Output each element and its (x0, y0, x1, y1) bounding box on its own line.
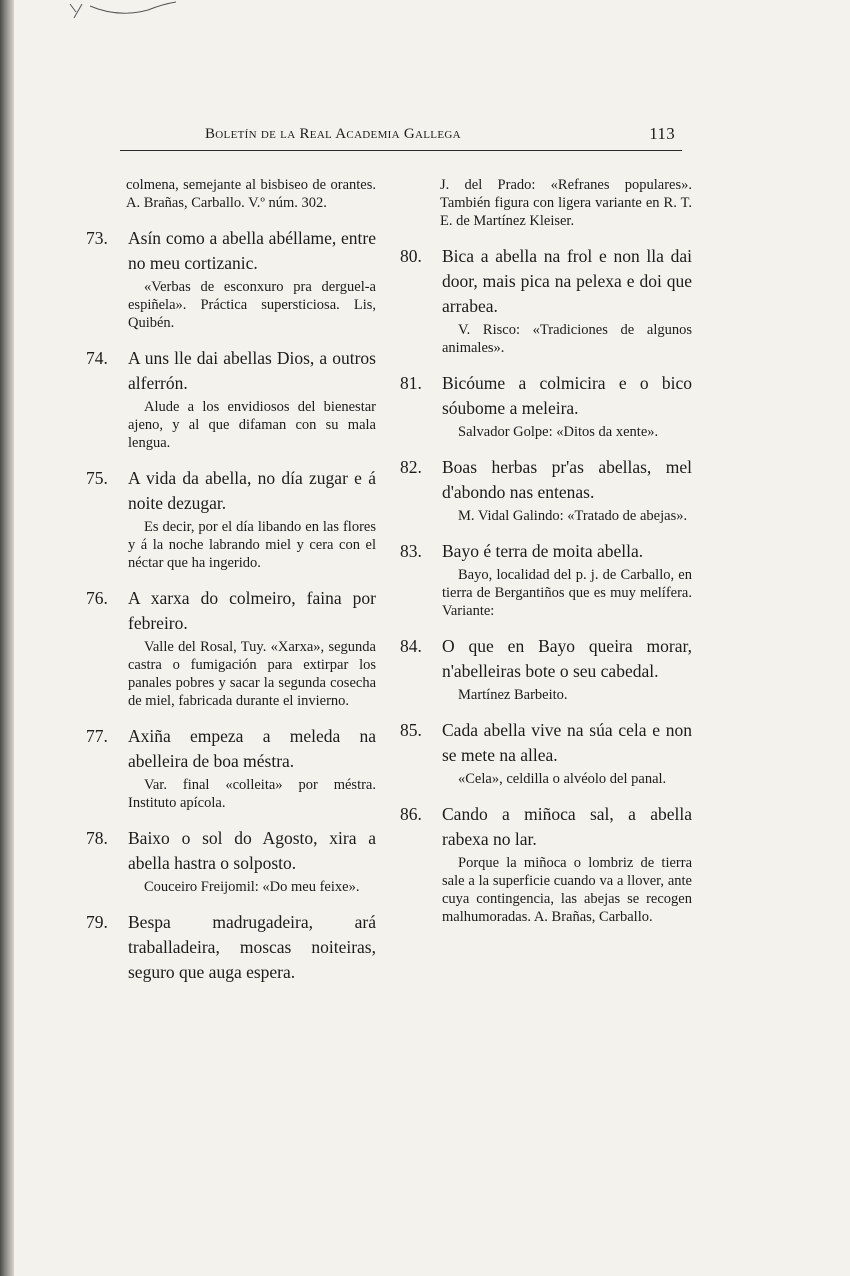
proverb-entry (84, 724, 376, 812)
proverb-text: A xarxa do colmeiro, faina por febreiro. (128, 588, 376, 633)
entry-number: 85. (400, 720, 422, 740)
proverb-note: Valle del Rosal, Tuy. «Xarxa», segunda castra o fumigación para extirpar los panales pobres y sacar la segunda cosecha de miel, fabricada durante el invierno. (128, 639, 376, 709)
proverb-note: Var. final «colleita» por méstra. Instituto apícola. (128, 777, 376, 811)
proverb-entry (398, 802, 692, 926)
proverb-note: V. Risco: «Tradiciones de algunos animales». (442, 322, 692, 356)
left-column (84, 176, 376, 999)
proverb-note: Es decir, por el día libando en las flores y á la noche labrando miel y cera con el néctar que ha ingerido. (128, 519, 376, 571)
entry-number: 79. (86, 912, 108, 932)
entry-number: 83. (400, 541, 422, 561)
entry-number: 76. (86, 588, 108, 608)
continued-note: colmena, semejante al bisbiseo de orantes. A. Brañas, Carballo. V.º núm. 302. (126, 177, 376, 211)
page-number: 113 (649, 124, 675, 143)
proverb-entry (398, 371, 692, 441)
entry-number: 75. (86, 468, 108, 488)
entry-number: 74. (86, 348, 108, 368)
continued-note: J. del Prado: «Refranes populares». También figura con ligera variante en R. T. E. de Martínez Kleiser. (440, 177, 692, 229)
entry-number: 77. (86, 726, 108, 746)
proverb-note: Alude a los envidiosos del bienestar ajeno, y al que difaman con su mala lengua. (128, 399, 376, 451)
proverb-entry (84, 586, 376, 710)
proverb-note: M. Vidal Galindo: «Tratado de abejas». (458, 508, 688, 524)
proverb-entry (398, 455, 692, 525)
page-binding-edge (0, 0, 14, 1276)
proverb-entry (84, 226, 376, 332)
proverb-text: Bayo é terra de moita abella. (442, 541, 644, 561)
proverb-text: O que en Bayo queira morar, n'abelleiras bote o seu cabedal. (442, 636, 692, 681)
entry-number: 81. (400, 373, 422, 393)
entry-number: 82. (400, 457, 422, 477)
proverb-note: Martínez Barbeito. (458, 687, 568, 703)
proverb-entry (84, 910, 376, 985)
proverb-text: Boas herbas pr'as abellas, mel d'abondo nas entenas. (442, 457, 692, 502)
proverb-note: «Cela», celdilla o alvéolo del panal. (458, 771, 667, 787)
proverb-text: A vida da abella, no día zugar e á noite dezugar. (128, 468, 376, 513)
proverb-note: Porque la miñoca o lombriz de tierra sale a la superficie cuando va a llover, ante cuya contingencia, las abejas se recogen malhumoradas. A. Brañas, Carballo. (442, 855, 692, 925)
proverb-entry (84, 346, 376, 452)
proverb-entry (398, 244, 692, 357)
proverb-entry (398, 718, 692, 788)
proverb-text: Bespa madrugadeira, ará traballadeira, moscas noiteiras, seguro que auga espera. (128, 912, 376, 982)
proverb-entry (398, 539, 692, 620)
entry-number: 86. (400, 804, 422, 824)
entry-number: 78. (86, 828, 108, 848)
proverb-entry (398, 634, 692, 704)
entry-number: 73. (86, 228, 108, 248)
entry-number: 84. (400, 636, 422, 656)
proverb-text: Bica a abella na frol e non lla dai door, mais pica na pelexa e doi que arrabea. (442, 246, 692, 316)
proverb-text: Bicóume a colmicira e o bico sóubome a meleira. (442, 373, 692, 418)
proverb-text: Asín como a abella abéllame, entre no meu cortizanic. (128, 228, 376, 273)
proverb-text: Baixo o sol do Agosto, xira a abella hastra o solposto. (128, 828, 376, 873)
header-rule (120, 150, 682, 151)
proverb-text: Axiña empeza a meleda na abelleira de boa méstra. (128, 726, 376, 771)
proverb-text: A uns lle dai abellas Dios, a outros alferrón. (128, 348, 376, 393)
proverb-text: Cada abella vive na súa cela e non se mete na allea. (442, 720, 692, 765)
proverb-note: Bayo, localidad del p. j. de Carballo, en tierra de Bergantiños que es muy melífera. Variante: (442, 567, 692, 619)
proverb-note: Salvador Golpe: «Ditos da xente». (458, 424, 659, 440)
proverb-entry (84, 466, 376, 572)
entry-number: 80. (400, 246, 422, 266)
proverb-note: «Verbas de esconxuro pra derguel-a espiñela». Práctica supersticiosa. Lis, Quibén. (128, 279, 376, 331)
running-header (205, 124, 675, 148)
running-title: Boletín de la Real Academia Gallega (205, 126, 461, 142)
proverb-entry (84, 826, 376, 896)
proverb-note: Couceiro Freijomil: «Do meu feixe». (144, 879, 360, 895)
proverb-text: Cando a miñoca sal, a abella rabexa no lar. (442, 804, 692, 849)
right-column (398, 176, 692, 940)
pencil-mark (68, 0, 178, 20)
